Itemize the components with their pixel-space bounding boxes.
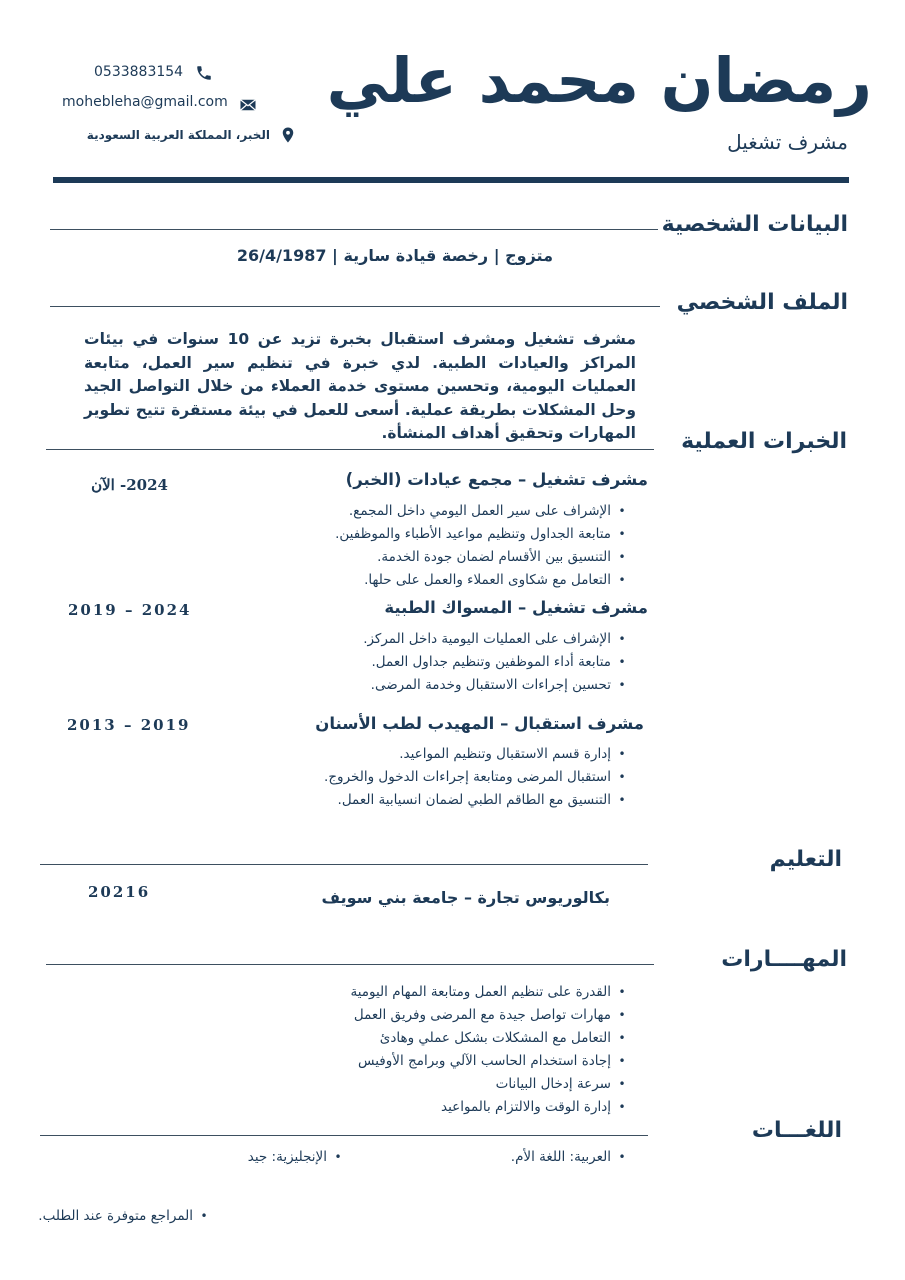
references-note: • المراجع متوفرة عند الطلب. — [38, 1205, 215, 1228]
languages-list-arabic — [511, 1146, 633, 1169]
list-item: • إدارة قسم الاستقبال وتنظيم المواعيد. — [324, 743, 633, 766]
job-title: مشرف تشغيل – المسواك الطبية — [384, 598, 648, 617]
job-date: 2013 – 2019 — [67, 716, 191, 734]
list-item: • القدرة على تنظيم العمل ومتابعة المهام اليومية — [350, 981, 633, 1004]
education-date: 20216 — [88, 883, 151, 901]
job-bullets — [363, 628, 633, 697]
job-date: 2019 – 2024 — [68, 601, 192, 619]
header-divider — [53, 177, 849, 183]
list-item: • تحسين إجراءات الاستقبال وخدمة المرضى. — [363, 674, 633, 697]
list-item: • متابعة أداء الموظفين وتنظيم جداول العمل. — [363, 651, 633, 674]
section-rule — [50, 306, 660, 307]
phone-icon — [195, 64, 213, 82]
education-degree: بكالوريوس تجارة – جامعة بني سويف — [321, 888, 610, 907]
profile-summary: مشرف تشغيل ومشرف استقبال بخبرة تزيد عن 10 سنوات في بيئات المراكز والعيادات الطبية. لدي خبرة في تنظيم سير العمل، متابعة العمليات اليومية، وتحسين مستوى خدمة العملاء من خلال التواصل الجيد وحل المشكلات بطريقة عملية. أسعى للعمل في بيئة مستقرة تتيح تطوير المهارات وتحقيق أهداف المنشأة. — [84, 330, 636, 442]
list-item: • إجادة استخدام الحاسب الآلي وبرامج الأوفيس — [350, 1050, 633, 1073]
section-heading-experience: الخبرات العملية — [681, 429, 847, 454]
languages-list-english — [248, 1146, 349, 1169]
job-bullets — [324, 743, 633, 812]
list-item: • مهارات تواصل جيدة مع المرضى وفريق العمل — [350, 1004, 633, 1027]
section-heading-profile: الملف الشخصي — [676, 290, 848, 315]
list-item: • سرعة إدخال البيانات — [350, 1073, 633, 1096]
skills-list — [350, 981, 633, 1119]
section-heading-skills: المهــــارات — [721, 947, 847, 972]
references-list — [38, 1205, 215, 1228]
section-rule — [40, 864, 648, 865]
list-item: • إدارة الوقت والالتزام بالمواعيد — [350, 1096, 633, 1119]
envelope-icon — [239, 96, 257, 114]
section-rule — [46, 964, 654, 965]
location: الخبر، المملكة العربية السعودية — [86, 128, 270, 142]
section-heading-languages: اللغـــات — [751, 1118, 842, 1143]
section-rule — [50, 229, 658, 230]
list-item: • الإنجليزية: جيد — [248, 1146, 349, 1169]
job-bullets — [335, 500, 633, 592]
candidate-job-title: مشرف تشغيل — [727, 130, 848, 154]
section-heading-personal: البيانات الشخصية — [661, 212, 848, 237]
list-item: • التنسيق مع الطاقم الطبي لضمان انسيابية العمل. — [324, 789, 633, 812]
job-title: مشرف استقبال – المهيدب لطب الأسنان — [315, 714, 644, 733]
list-item: • التعامل مع شكاوى العملاء والعمل على حلها. — [335, 569, 633, 592]
list-item: • استقبال المرضى ومتابعة إجراءات الدخول والخروج. — [324, 766, 633, 789]
list-item: • الإشراف على سير العمل اليومي داخل المجمع. — [335, 500, 633, 523]
list-item: • التعامل مع المشكلات بشكل عملي وهادئ — [350, 1027, 633, 1050]
list-item: • الإشراف على العمليات اليومية داخل المركز. — [363, 628, 633, 651]
section-rule — [40, 1135, 648, 1136]
section-rule — [46, 449, 654, 450]
phone-number: 0533883154 — [94, 64, 184, 80]
email-address: mohebleha@gmail.com — [62, 94, 228, 110]
list-item: • متابعة الجداول وتنظيم مواعيد الأطباء والموظفين. — [335, 523, 633, 546]
section-heading-education: التعليم — [769, 847, 842, 872]
job-title: مشرف تشغيل – مجمع عيادات (الخبر) — [345, 470, 648, 489]
list-item: • العربية: اللغة الأم. — [511, 1146, 633, 1169]
candidate-name: رمضان محمد علي — [326, 44, 872, 117]
location-pin-icon — [279, 126, 297, 144]
personal-details: متزوج | رخصة قيادة سارية | 26/4/1987 — [236, 246, 553, 265]
job-date: 2024- الآن — [91, 476, 168, 494]
list-item: • التنسيق بين الأقسام لضمان جودة الخدمة. — [335, 546, 633, 569]
